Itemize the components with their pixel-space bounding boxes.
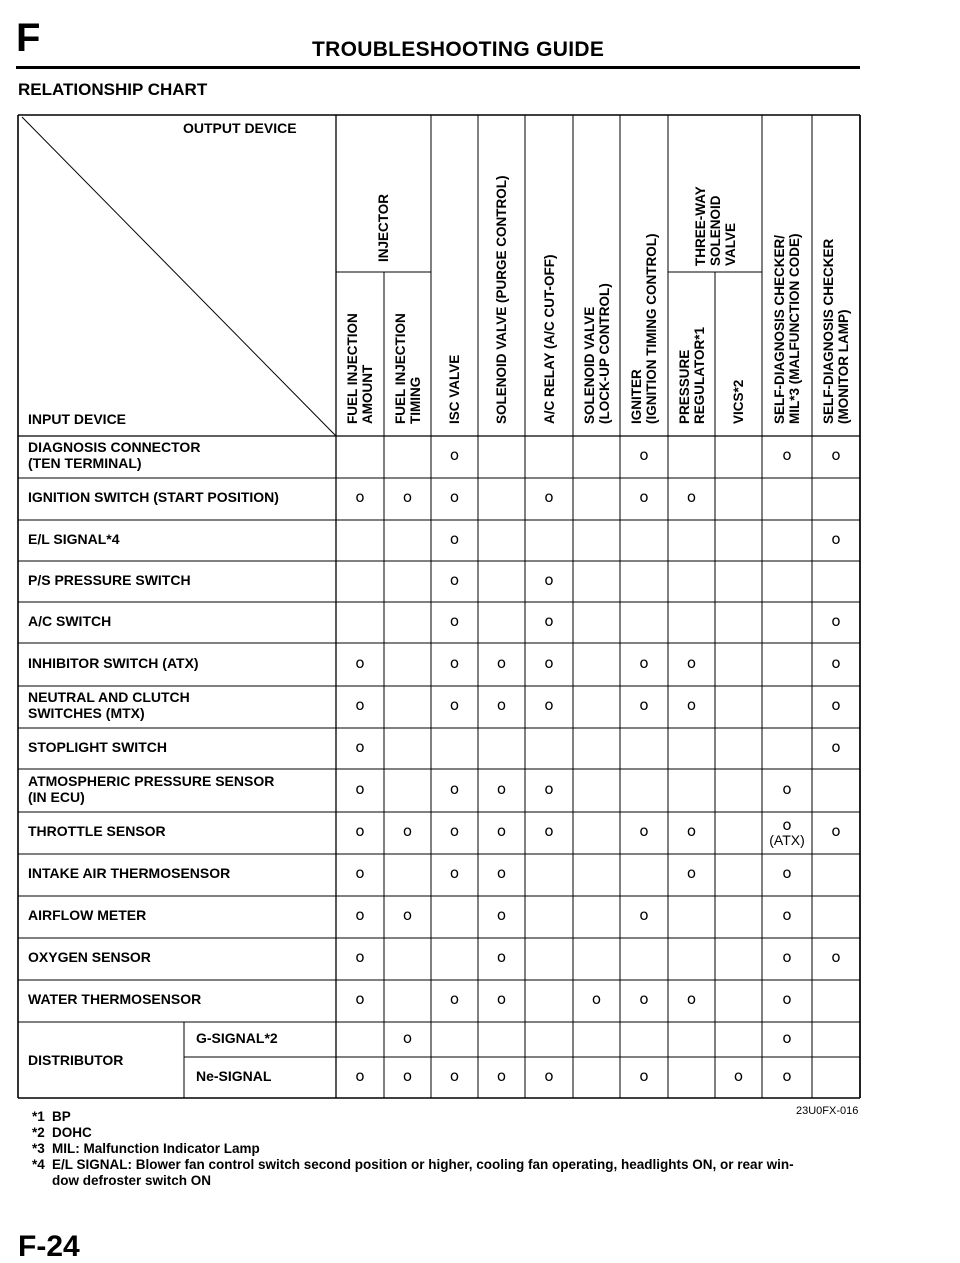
relationship-mark: o bbox=[782, 1066, 792, 1085]
relationship-mark: o bbox=[496, 990, 507, 1008]
relationship-mark: o bbox=[639, 906, 649, 924]
row-label: OXYGEN SENSOR bbox=[28, 949, 151, 965]
relationship-mark: o bbox=[449, 570, 460, 589]
col-ac-relay: A/C RELAY (A/C CUT-OFF) bbox=[541, 254, 557, 424]
relationship-mark: o bbox=[496, 1066, 507, 1085]
relationship-mark: o bbox=[639, 446, 649, 464]
row-label: E/L SIGNAL*4 bbox=[28, 530, 120, 547]
relationship-mark: o bbox=[591, 990, 602, 1008]
relationship-mark: o bbox=[544, 611, 554, 630]
relationship-mark: o bbox=[544, 779, 554, 798]
col-pressure-regulator: PRESSURE REGULATOR*1 bbox=[676, 326, 707, 424]
col-self-diag-mil: SELF-DIAGNOSIS CHECKER/ MIL*3 (MALFUNCTION CODE) bbox=[772, 233, 802, 424]
relationship-mark: o bbox=[355, 906, 365, 924]
relationship-mark: o bbox=[782, 990, 792, 1008]
relationship-mark: o bbox=[402, 1066, 413, 1085]
group-three-way-solenoid-valve: THREE-WAY SOLENOID VALVE bbox=[693, 186, 738, 266]
title-rule bbox=[16, 66, 860, 69]
relationship-mark: o bbox=[355, 737, 365, 756]
relationship-mark: o bbox=[686, 696, 697, 714]
relationship-mark: o bbox=[639, 1066, 649, 1085]
relationship-mark: o bbox=[686, 488, 697, 506]
col-vics: VICS*2 bbox=[731, 379, 746, 424]
relationship-mark: o bbox=[496, 864, 507, 882]
row-label: NEUTRAL AND CLUTCH SWITCHES (MTX) bbox=[28, 689, 190, 721]
relationship-mark: o bbox=[639, 488, 649, 506]
relationship-mark: o bbox=[831, 529, 841, 548]
atx-qualifier: (ATX) bbox=[769, 832, 805, 848]
footnote: *3 MIL: Malfunction Indicator Lamp bbox=[32, 1141, 260, 1156]
relationship-mark: o bbox=[782, 816, 792, 834]
relationship-mark: o bbox=[402, 1028, 413, 1047]
relationship-mark: o bbox=[831, 653, 841, 672]
relationship-mark: o bbox=[831, 737, 841, 756]
chart-title: RELATIONSHIP CHART bbox=[18, 80, 208, 99]
input-device-header: INPUT DEVICE bbox=[28, 411, 127, 427]
relationship-mark: o bbox=[496, 779, 507, 798]
relationship-mark: o bbox=[449, 1066, 460, 1085]
section-letter: F bbox=[16, 16, 41, 60]
relationship-mark: o bbox=[355, 653, 365, 672]
relationship-mark: o bbox=[544, 1066, 554, 1085]
row-label: A/C SWITCH bbox=[28, 612, 112, 629]
relationship-mark: o bbox=[402, 822, 413, 840]
figure-code: 23U0FX-016 bbox=[796, 1105, 859, 1117]
row-label: IGNITION SWITCH (START POSITION) bbox=[28, 489, 279, 505]
relationship-mark: o bbox=[733, 1066, 744, 1085]
output-device-header: OUTPUT DEVICE bbox=[183, 120, 297, 136]
relationship-mark: o bbox=[831, 822, 841, 840]
col-fuel-injection-timing: FUEL INJECTION TIMING bbox=[392, 313, 423, 424]
relationship-mark: o bbox=[355, 488, 365, 506]
relationship-mark: o bbox=[782, 948, 792, 966]
row-label: INHIBITOR SWITCH (ATX) bbox=[28, 654, 199, 671]
group-injector: INJECTOR bbox=[376, 193, 391, 262]
relationship-mark: o bbox=[686, 653, 697, 672]
relationship-mark: o bbox=[782, 1028, 792, 1047]
relationship-mark: o bbox=[782, 779, 792, 798]
relationship-mark: o bbox=[496, 948, 507, 966]
footnotes bbox=[32, 1109, 872, 1189]
relationship-mark: o bbox=[449, 696, 460, 714]
relationship-mark: o bbox=[686, 864, 697, 882]
row-label: ATMOSPHERIC PRESSURE SENSOR (IN ECU) bbox=[28, 772, 275, 805]
relationship-mark: o bbox=[402, 488, 413, 506]
relationship-mark: o bbox=[449, 990, 460, 1008]
relationship-mark: o bbox=[496, 822, 507, 840]
row-label: INTAKE AIR THERMOSENSOR bbox=[28, 865, 231, 881]
relationship-mark: o bbox=[449, 611, 460, 630]
footnote: *4 E/L SIGNAL: Blower fan control switch second position or higher, cooling fan operating, headlights ON, or rear win- dow defroster switch ON bbox=[32, 1157, 794, 1188]
page-title: TROUBLESHOOTING GUIDE bbox=[312, 38, 605, 61]
footnote: *1 BP bbox=[32, 1109, 71, 1124]
relationship-mark: o bbox=[355, 864, 365, 882]
relationship-mark: o bbox=[449, 653, 460, 672]
relationship-mark: o bbox=[449, 488, 460, 506]
row-label: P/S PRESSURE SWITCH bbox=[28, 571, 191, 588]
relationship-mark: o bbox=[831, 948, 841, 966]
row-label: DIAGNOSIS CONNECTOR (TEN TERMINAL) bbox=[28, 439, 201, 471]
relationship-mark: o bbox=[686, 822, 697, 840]
relationship-mark: o bbox=[355, 822, 365, 840]
relationship-mark: o bbox=[686, 990, 697, 1008]
relationship-mark: o bbox=[496, 906, 507, 924]
relationship-mark: o bbox=[544, 822, 554, 840]
row-label: STOPLIGHT SWITCH bbox=[28, 738, 167, 755]
relationship-mark: o bbox=[355, 696, 365, 714]
relationship-mark: o bbox=[639, 653, 649, 672]
col-isc-valve: ISC VALVE bbox=[447, 354, 462, 424]
relationship-mark: o bbox=[449, 446, 460, 464]
relationship-mark: o bbox=[496, 653, 507, 672]
row-label: Ne-SIGNAL bbox=[196, 1067, 272, 1084]
relationship-mark: o bbox=[355, 990, 365, 1008]
relationship-mark: o bbox=[831, 446, 841, 464]
row-label: WATER THERMOSENSOR bbox=[28, 991, 202, 1007]
relationship-mark: o bbox=[639, 696, 649, 714]
relationship-mark: o bbox=[355, 948, 365, 966]
relationship-mark: o bbox=[402, 906, 413, 924]
row-label-distributor: DISTRIBUTOR bbox=[28, 1052, 124, 1068]
relationship-mark: o bbox=[449, 864, 460, 882]
footnote: *2 DOHC bbox=[32, 1125, 92, 1140]
relationship-mark: o bbox=[782, 906, 792, 924]
relationship-mark: o bbox=[355, 779, 365, 798]
relationship-mark: o bbox=[544, 488, 554, 506]
relationship-mark: o bbox=[782, 864, 792, 882]
relationship-mark: o bbox=[355, 1066, 365, 1085]
relationship-mark: o bbox=[449, 779, 460, 798]
page-number: F-24 bbox=[18, 1230, 80, 1263]
relationship-mark: o bbox=[449, 822, 460, 840]
relationship-mark: o bbox=[544, 570, 554, 589]
col-solenoid-valve-lockup: SOLENOID VALVE (LOCK-UP CONTROL) bbox=[581, 283, 612, 424]
col-self-diag-monitor-lamp: SELF-DIAGNOSIS CHECKER (MONITOR LAMP) bbox=[821, 238, 851, 424]
row-label: AIRFLOW METER bbox=[28, 907, 147, 923]
relationship-mark: o bbox=[782, 446, 792, 464]
col-fuel-injection-amount: FUEL INJECTION AMOUNT bbox=[345, 313, 375, 424]
relationship-mark: o bbox=[544, 696, 554, 714]
relationship-mark: o bbox=[831, 611, 841, 630]
relationship-mark: o bbox=[639, 990, 649, 1008]
row-label: THROTTLE SENSOR bbox=[28, 823, 166, 839]
relationship-mark: o bbox=[544, 653, 554, 672]
relationship-mark: o bbox=[639, 822, 649, 840]
relationship-mark: o bbox=[831, 696, 841, 714]
col-solenoid-valve-purge: SOLENOID VALVE (PURGE CONTROL) bbox=[494, 175, 509, 424]
row-label: G-SIGNAL*2 bbox=[196, 1029, 278, 1046]
col-igniter: IGNITER (IGNITION TIMING CONTROL) bbox=[629, 233, 659, 424]
relationship-mark: o bbox=[449, 529, 460, 548]
relationship-mark: o bbox=[496, 696, 507, 714]
header-diagonal bbox=[22, 117, 336, 436]
